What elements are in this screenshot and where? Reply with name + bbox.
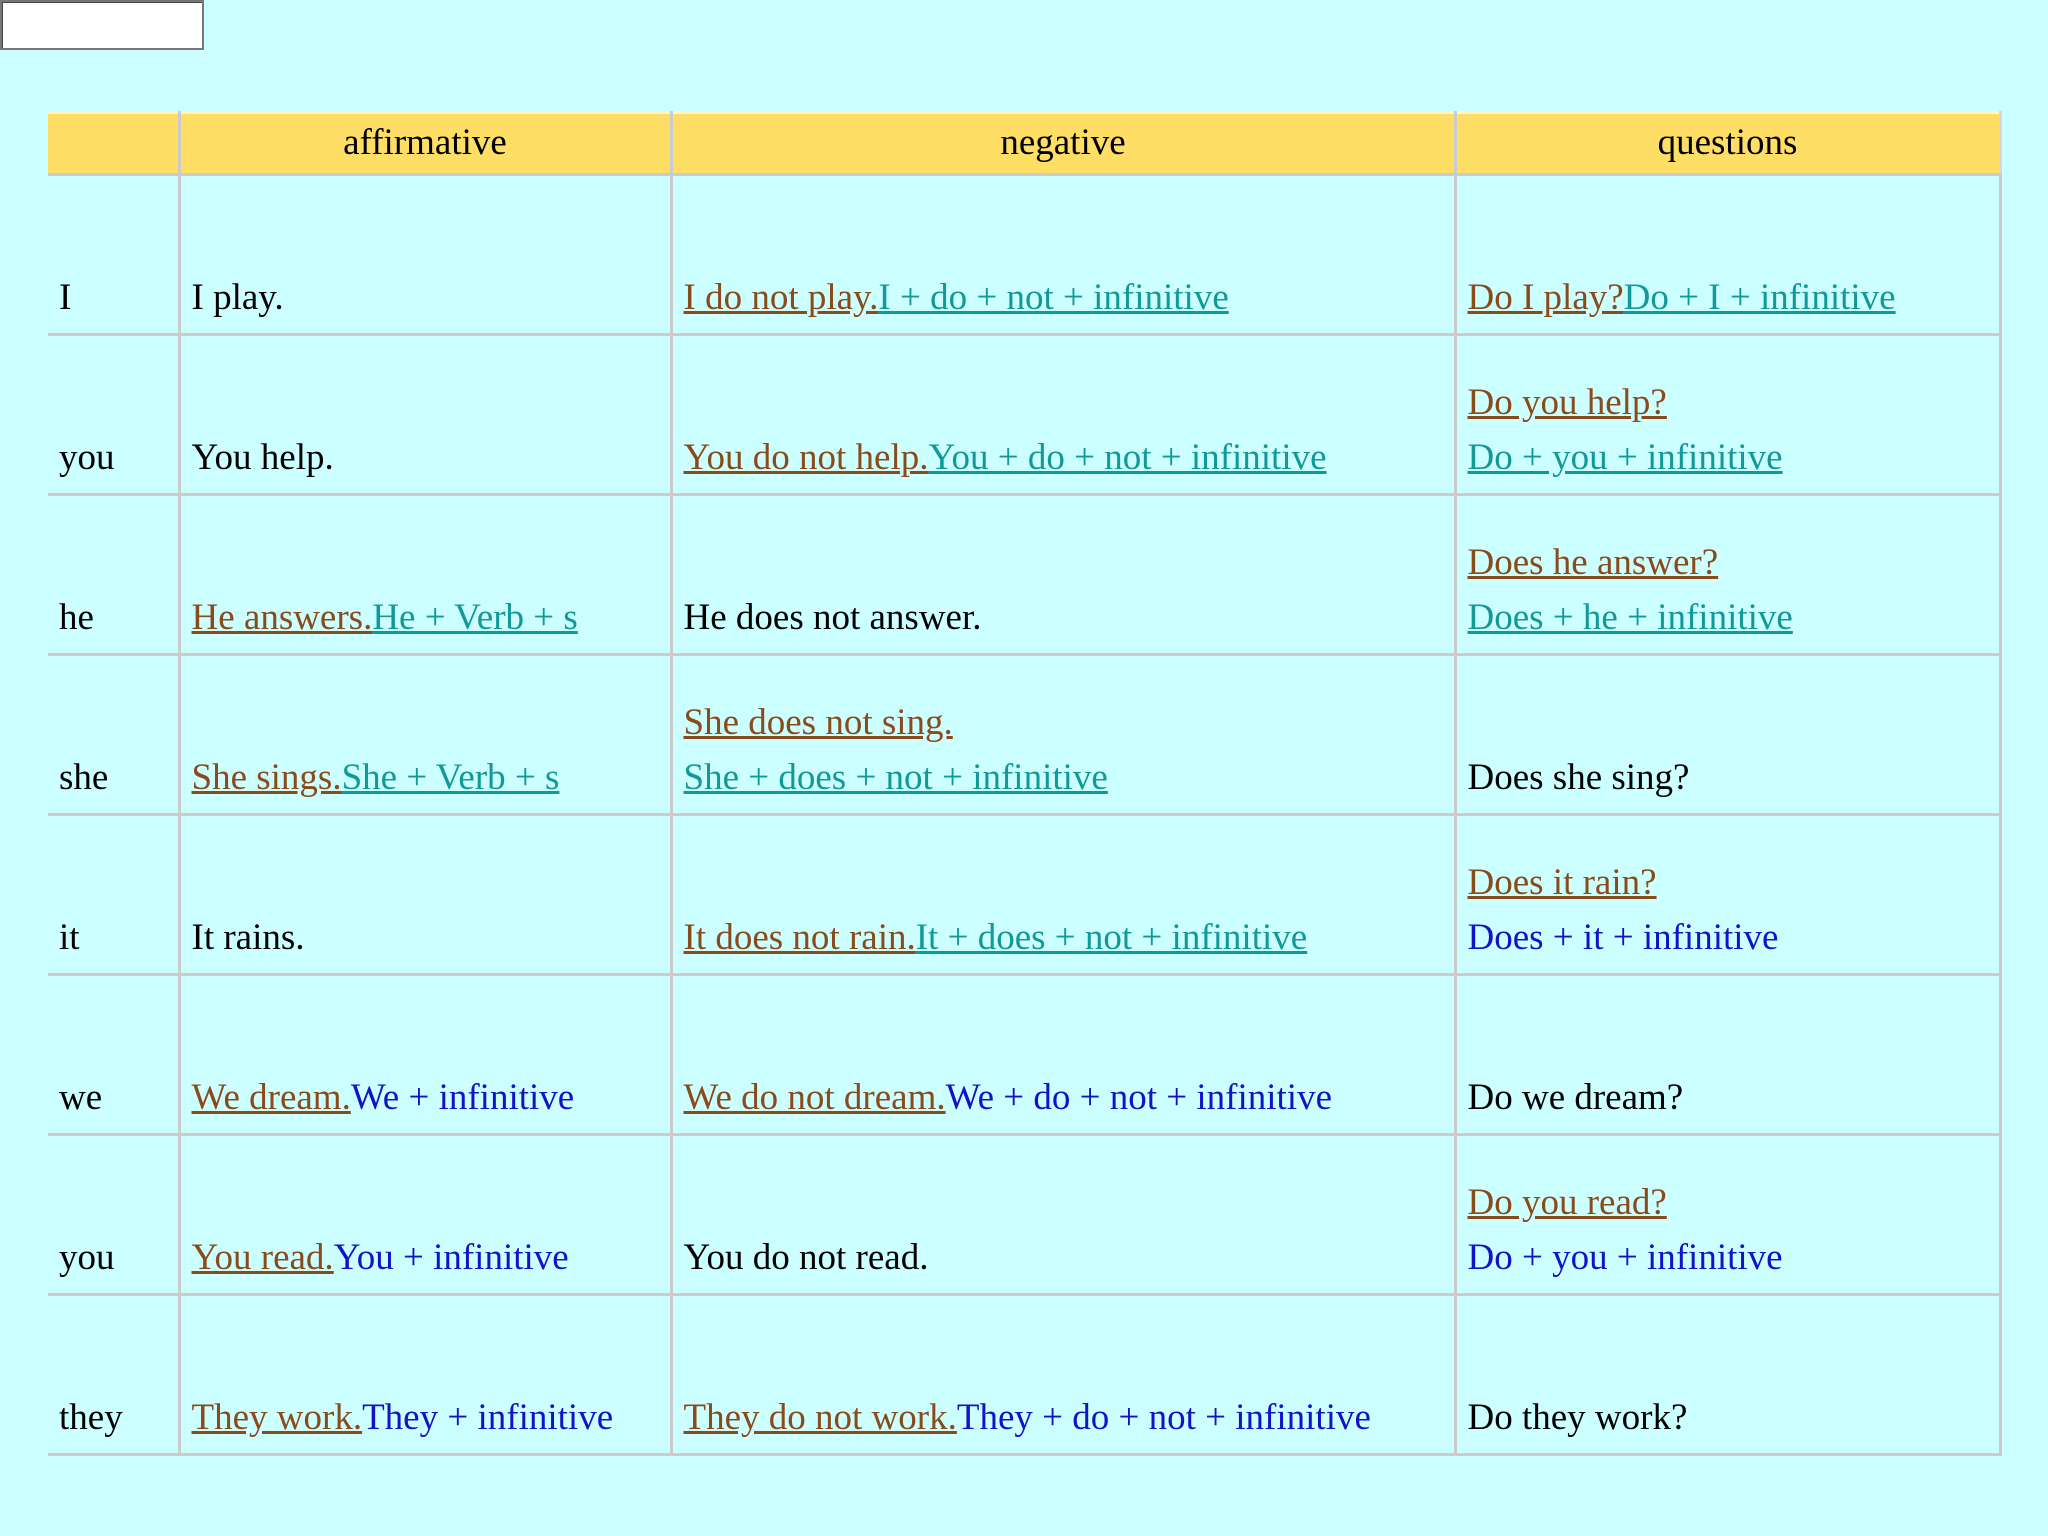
pronoun-cell: it	[48, 815, 179, 975]
question-example: Do they work?	[1467, 1397, 1688, 1438]
questions-cell	[1455, 975, 2000, 1135]
negative-formula-link[interactable]: She + does + not + infinitive	[683, 757, 1108, 798]
negative-example-link[interactable]: I do not play.	[683, 277, 879, 318]
question-formula: Does + it + infinitive	[1467, 917, 1779, 958]
header-negative: negative	[671, 111, 1455, 175]
negative-cell	[671, 335, 1455, 495]
present-simple-table	[48, 111, 2002, 1456]
question-formula-link[interactable]: Do + you + infinitive	[1467, 437, 1783, 478]
table-row	[48, 975, 2000, 1135]
pronoun-cell: you	[48, 335, 179, 495]
question-formula: Do + you + infinitive	[1467, 1237, 1783, 1278]
question-formula-link[interactable]: Does + he + infinitive	[1467, 597, 1793, 638]
question-example-link[interactable]: Do you read?	[1467, 1182, 1667, 1223]
negative-example-link[interactable]: You do not help.	[683, 437, 929, 478]
questions-cell	[1455, 175, 2000, 335]
negative-example-link[interactable]: It does not rain.	[683, 917, 916, 958]
pronoun-cell: I	[48, 175, 179, 335]
negative-formula: They + do + not + infinitive	[956, 1397, 1371, 1438]
affirmative-cell	[179, 1295, 671, 1455]
affirmative-example-link[interactable]: She sings.	[191, 757, 342, 798]
affirmative-formula-link[interactable]: She + Verb + s	[341, 757, 560, 798]
question-example-link[interactable]: Does it rain?	[1467, 862, 1657, 903]
pronoun-cell: they	[48, 1295, 179, 1455]
negative-formula-link[interactable]: You + do + not + infinitive	[928, 437, 1327, 478]
question-formula-link[interactable]: Do + I + infinitive	[1623, 277, 1896, 318]
affirmative-formula-link[interactable]: He + Verb + s	[372, 597, 578, 638]
header-pronoun	[48, 111, 179, 175]
negative-cell	[671, 655, 1455, 815]
table-row	[48, 495, 2000, 655]
question-example-link[interactable]: Do I play?	[1467, 277, 1624, 318]
questions-cell	[1455, 1135, 2000, 1295]
question-example: Do we dream?	[1467, 1077, 1684, 1118]
affirmative-cell	[179, 655, 671, 815]
negative-example-link[interactable]: She does not sing.	[683, 702, 953, 743]
affirmative-cell	[179, 975, 671, 1135]
negative-cell	[671, 815, 1455, 975]
affirmative-example: I play.	[191, 277, 284, 318]
negative-formula: We + do + not + infinitive	[945, 1077, 1333, 1118]
table-row	[48, 655, 2000, 815]
affirmative-cell	[179, 815, 671, 975]
affirmative-cell	[179, 335, 671, 495]
negative-example: You do not read.	[683, 1237, 929, 1278]
empty-input-box[interactable]	[0, 0, 204, 50]
affirmative-cell	[179, 175, 671, 335]
affirmative-example-link[interactable]: You read.	[191, 1237, 334, 1278]
question-example: Does she sing?	[1467, 757, 1690, 798]
affirmative-example: It rains.	[191, 917, 305, 958]
affirmative-example-link[interactable]: They work.	[191, 1397, 363, 1438]
negative-cell	[671, 1135, 1455, 1295]
pronoun-cell: we	[48, 975, 179, 1135]
affirmative-formula: We + infinitive	[350, 1077, 575, 1118]
pronoun-cell: he	[48, 495, 179, 655]
negative-example: He does not answer.	[683, 597, 982, 638]
affirmative-formula: They + infinitive	[362, 1397, 614, 1438]
questions-cell	[1455, 815, 2000, 975]
negative-formula-link[interactable]: I + do + not + infinitive	[878, 277, 1229, 318]
questions-cell	[1455, 335, 2000, 495]
questions-cell	[1455, 655, 2000, 815]
questions-cell	[1455, 495, 2000, 655]
questions-cell	[1455, 1295, 2000, 1455]
negative-cell	[671, 175, 1455, 335]
affirmative-cell	[179, 1135, 671, 1295]
negative-example-link[interactable]: They do not work.	[683, 1397, 957, 1438]
affirmative-example-link[interactable]: We dream.	[191, 1077, 351, 1118]
table-row	[48, 1135, 2000, 1295]
table-row	[48, 335, 2000, 495]
pronoun-cell: you	[48, 1135, 179, 1295]
negative-cell	[671, 1295, 1455, 1455]
negative-formula-link[interactable]: It + does + not + infinitive	[915, 917, 1308, 958]
affirmative-example-link[interactable]: He answers.	[191, 597, 373, 638]
header-questions: questions	[1455, 111, 2000, 175]
table-row	[48, 815, 2000, 975]
affirmative-cell	[179, 495, 671, 655]
question-example-link[interactable]: Do you help?	[1467, 382, 1667, 423]
affirmative-example: You help.	[191, 437, 334, 478]
header-affirmative: affirmative	[179, 111, 671, 175]
negative-example-link[interactable]: We do not dream.	[683, 1077, 946, 1118]
header-row	[48, 111, 2000, 175]
negative-cell	[671, 495, 1455, 655]
table-row	[48, 1295, 2000, 1455]
negative-cell	[671, 975, 1455, 1135]
affirmative-formula: You + infinitive	[333, 1237, 569, 1278]
table-row	[48, 175, 2000, 335]
pronoun-cell: she	[48, 655, 179, 815]
question-example-link[interactable]: Does he answer?	[1467, 542, 1719, 583]
